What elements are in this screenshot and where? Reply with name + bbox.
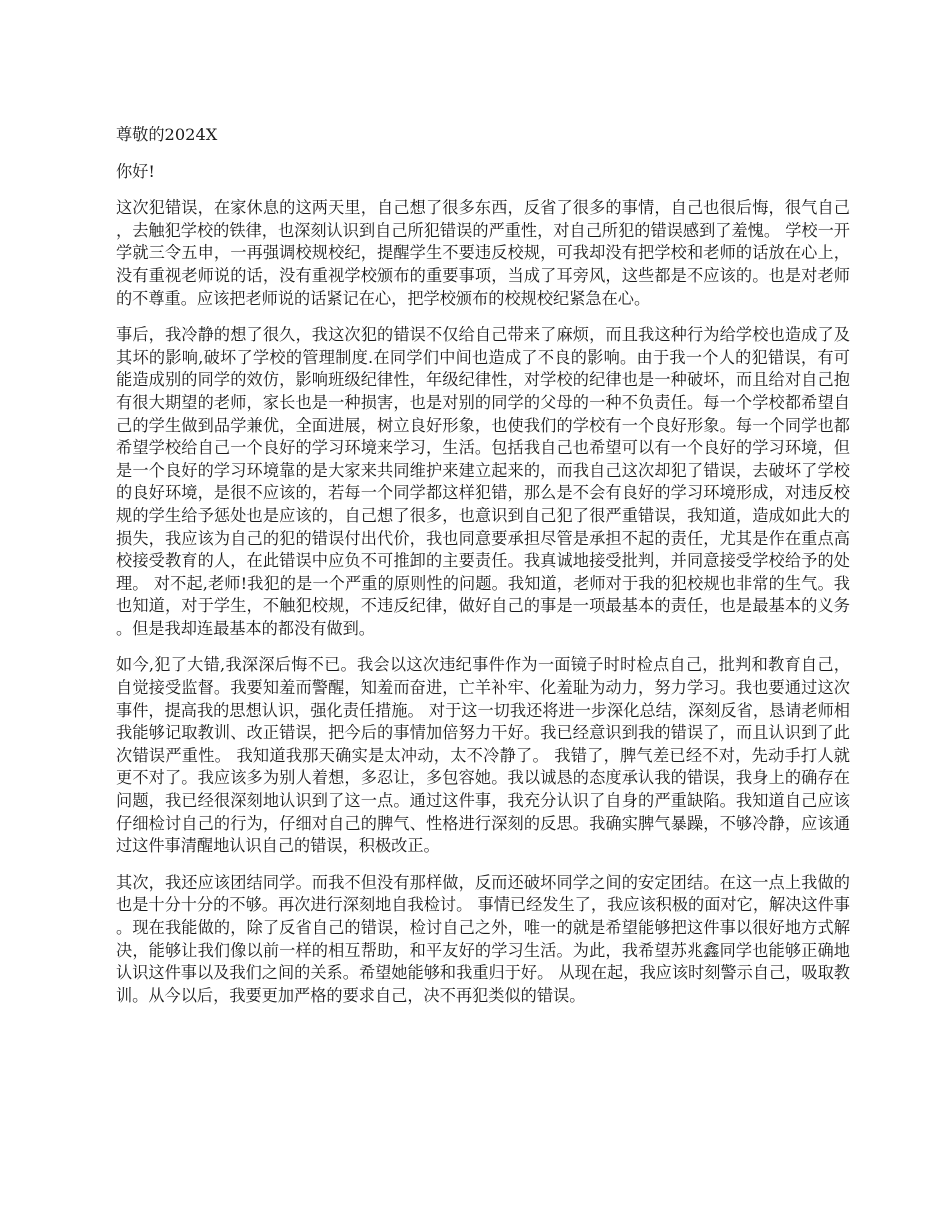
paragraph-2: 事后，我冷静的想了很久，我这次犯的错误不仅给自己带来了麻烦，而且我这种行为给学校也造成了及其坏的影响,破坏了学校的管理制度.在同学们中间也造成了不良的影响。由于我一个人的犯错误，有可能造成别的同学的效仿，影响班级纪律性，年级纪律性，对学校的纪律也是一种破坏，而且给对自己抱有很大期望的老师，家长也是一种损害，也是对别的同学的父母的一种不负责任。每一个学校都希望自己的学生做到品学兼优，全面进展，树立良好形象，也使我们的学校有一个良好形象。每一个同学也都希望学校给自己一个良好的学习环境来学习，生活。包括我自己也希望可以有一个良好的学习环境，但是一个良好的学习环境靠的是大家来共同维护来建立起来的，而我自己这次却犯了错误，去破坏了学校的良好环境，是很不应该的，若每一个同学都这样犯错，那么是不会有良好的学习环境形成，对违反校规的学生给予惩处也是应该的，自己想了很多，也意识到自己犯了很严重错误，我知道，造成如此大的损失，我应该为自己的犯的错误付出代价，我也同意要承担尽管是承担不起的责任，尤其是作在重点高校接受教育的人，在此错误中应负不可推卸的主要责任。我真诚地接受批判，并同意接受学校给予的处理。 对不起,老师!我犯的是一个严重的原则性的问题。我知道，老师对于我的犯校规也非常的生气。我也知道，对于学生，不触犯校规，不违反纪律，做好自己的事是一项最基本的责任，也是最基本的义务。但是我却连最基本的都没有做到。 bbox=[116, 325, 850, 638]
paragraph-4: 其次，我还应该团结同学。而我不但没有那样做，反而还破坏同学之间的安定团结。在这一点上我做的也是十分十分的不够。再次进行深刻地自我检讨。 事情已经发生了，我应该积极的面对它，解决这件事。现在我能做的，除了反省自己的错误，检讨自己之外，唯一的就是希望能够把这件事以很好地方式解决，能够让我们像以前一样的相互帮助，和平友好的学习生活。为此，我希望苏兆鑫同学也能够正确地认识这件事以及我们之间的关系。希望她能够和我重归于好。 从现在起，我应该时刻警示自己，吸取教训。从今以后，我要更加严格的要求自己，决不再犯类似的错误。 bbox=[116, 872, 850, 1005]
letter-document bbox=[116, 124, 850, 1021]
paragraph-1: 这次犯错误，在家休息的这两天里，自己想了很多东西，反省了很多的事情，自己也很后悔，很气自己，去触犯学校的铁律，也深刻认识到自己所犯错误的严重性，对自己所犯的错误感到了羞愧。 学校一开学就三令五申，一再强调校规校纪，提醒学生不要违反校规，可我却没有把学校和老师的话放在心上，没有重视老师说的话，没有重视学校颁布的重要事项，当成了耳旁风，这些都是不应该的。也是对老师的不尊重。应该把老师说的话紧记在心，把学校颁布的校规校纪紧急在心。 bbox=[116, 198, 850, 308]
salutation: 尊敬的2024X bbox=[116, 125, 218, 144]
paragraph-3: 如今,犯了大错,我深深后悔不已。我会以这次违纪事件作为一面镜子时时检点自己，批判和教育自己，自觉接受监督。我要知羞而警醒，知羞而奋进，亡羊补牢、化羞耻为动力，努力学习。我也要通过这次事件，提高我的思想认识，强化责任措施。 对于这一切我还将进一步深化总结，深刻反省，恳请老师相我能够记取教训、改正错误，把今后的事情加倍努力干好。我已经意识到我的错误了，而且认识到了此次错误严重性。 我知道我那天确实是太冲动，太不冷静了。 我错了，脾气差已经不对，先动手打人就更不对了。我应该多为别人着想，多忍让，多包容她。我以诚恳的态度承认我的错误，我身上的确存在问题，我已经很深刻地认识到了这一点。通过这件事，我充分认识了自身的严重缺陷。我知道自己应该仔细检讨自己的行为，仔细对自己的脾气、性格进行深刻的反思。我确实脾气暴躁，不够冷静，应该通过这件事清醒地认识自己的错误，积极改正。 bbox=[116, 655, 850, 856]
greeting: 你好! bbox=[116, 161, 155, 181]
